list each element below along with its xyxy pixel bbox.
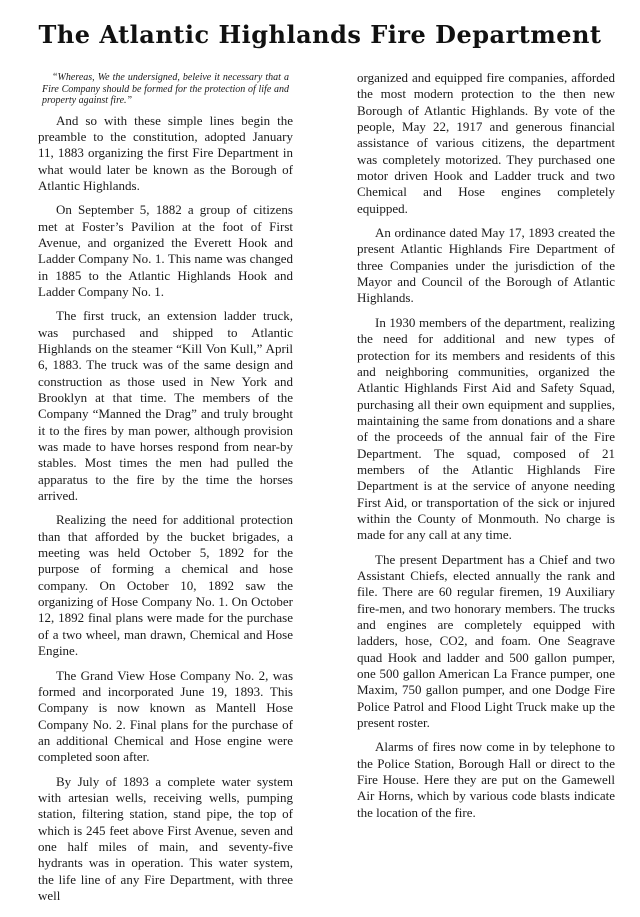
paragraph: Alarms of fires now come in by telephone to the Police Station, Borough Hall or direct to the Fire House. Here they are put on the Gamewell Air Horns, which by various code blasts indicate the location of the fire. [357, 739, 615, 820]
paragraph: By July of 1893 a complete water system with artesian wells, receiving wells, pumping station, filtering station, stand pipe, the top of which is 245 feet above First Avenue, seven and one half miles of main, and seventy-five hydrants was in operation. This water system, the life line of any Fire Department, with three well [38, 773, 293, 903]
paragraph: Realizing the need for additional protection than that afforded by the bucket brigades, a meeting was held October 5, 1892 for the purpose of forming a chemical and hose company. On October 10, 1892 saw the organizing of Hose Company No. 1. On October 12, 1892 final plans were made for the purchase of a two wheel, man drawn, Chemical and Hose Engine. [38, 512, 293, 659]
paragraph: An ordinance dated May 17, 1893 created the present Atlantic Highlands Fire Department of three Companies under the jurisdiction of the Mayor and Council of the Borough of Atlantic Highlands. [357, 225, 615, 306]
paragraph: The present Department has a Chief and two Assistant Chiefs, elected annually the rank and file. There are 60 regular firemen, 19 Auxiliary fire-men, and two honorary members. The trucks and engines are completely equipped with ladders, hose, CO2, and foam. One Seagrave quad Hook and ladder and 500 gallon pumper, one 500 gallon American La France pumper, one Maxim, 750 gallon pumper, and one Dodge Fire Police Patrol and Flood Light Truck make up the present roster. [357, 551, 615, 731]
left-column [38, 72, 293, 912]
paragraph: The first truck, an extension ladder truck, was purchased and shipped to Atlantic Highlands on the steamer “Kill Von Kull,” April 6, 1883. The truck was of the same design and construction as those used in New York and Brooklyn at that time. The members of the Company “Manned the Drag” and truly brought it to the fires by man power, although provision was made to have horses respond from near-by stables. Most times the men had pulled the apparatus to the fire by the time the horses arrived. [38, 308, 293, 504]
right-column [357, 70, 615, 829]
preamble-quote: “Whereas, We the undersigned, beleive it necessary that a Fire Company should be formed for the protection of life and property against fire.” [42, 72, 289, 106]
paragraph: And so with these simple lines begin the preamble to the constitution, adopted January 11, 1883 organizing the first Fire Department in what would later be known as the Borough of Atlantic Highlands. [38, 112, 293, 193]
paragraph: On September 5, 1882 a group of citizens met at Foster’s Pavilion at the foot of First Avenue, and organized the Everett Hook and Ladder Company No. 1. This name was changed in 1885 to the Atlantic Highlands Hook and Ladder Company No. 1. [38, 202, 293, 299]
paragraph-continued: organized and equipped fire companies, afforded the most modern protection to the then new Borough of Atlantic Highlands. By vote of the people, May 22, 1917 and generous financial assistance of various citizens, the department was completely motorized. They purchased one motor driven Hook and Ladder truck and two Chemical and Hose engines completely equipped. [357, 70, 615, 216]
page-title: The Atlantic Highlands Fire Department [38, 20, 602, 49]
paragraph: In 1930 members of the department, realizing the need for additional and new types of protection for its members and residents of this and neighboring communities, organized the Atlantic Highlands First Aid and Safety Squad, purchasing all their own equipment and supplies, maintaining the same from donations and a share of the proceeds of the annual fair of the Fire Department. The squad, composed of 21 members of the Atlantic Highlands Fire Department is at the service of anyone needing First Aid, or transportation of the sick or injured within the County of Monmouth. No charge is made for any call at any time. [357, 314, 615, 543]
paragraph: The Grand View Hose Company No. 2, was formed and incorporated June 19, 1893. This Company is now known as Mantell Hose Company No. 2. Final plans for the purchase of an additional Chemical and Hose engine were completed soon after. [38, 667, 293, 765]
